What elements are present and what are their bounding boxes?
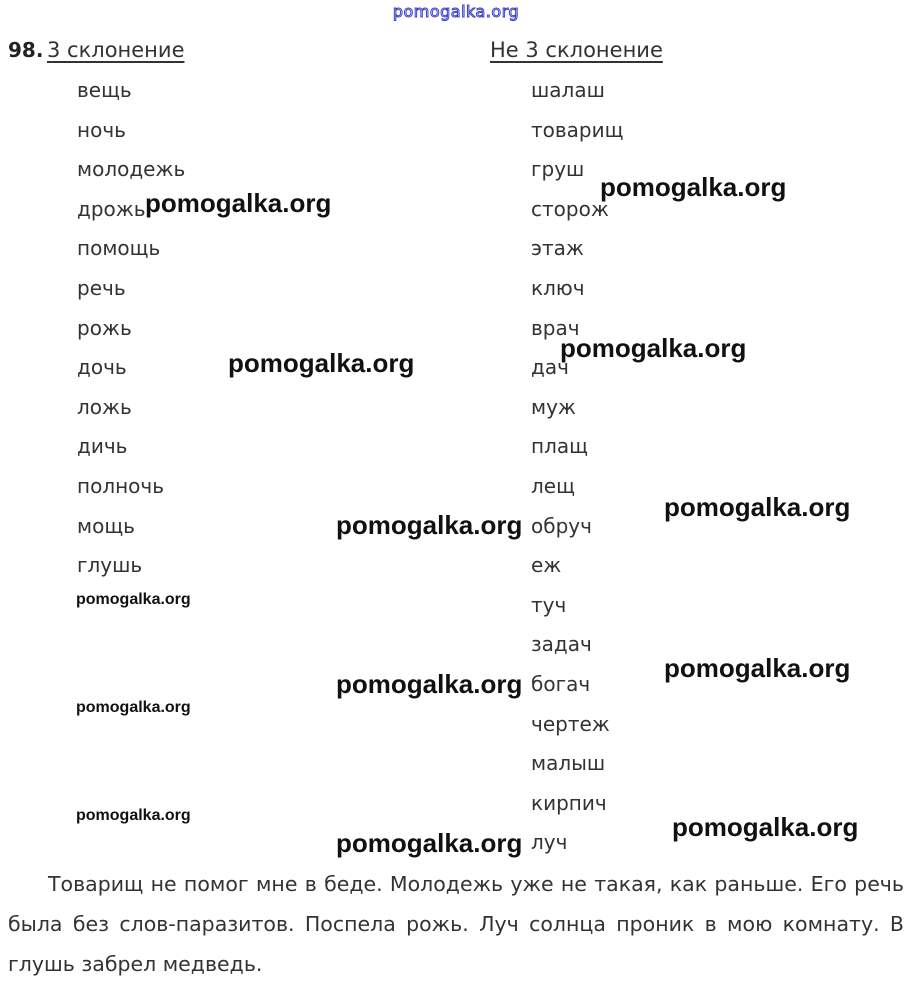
watermark: pomogalka.org bbox=[664, 653, 851, 683]
list-item: ночь bbox=[77, 117, 126, 142]
watermark: pomogalka.org bbox=[672, 812, 859, 842]
list-item: туч bbox=[531, 592, 567, 617]
watermark: pomogalka.org bbox=[228, 348, 415, 378]
list-item: рожь bbox=[77, 315, 132, 340]
list-item: вещь bbox=[77, 78, 132, 102]
column-heading-3rd-declension: 3 склонение bbox=[47, 38, 185, 62]
list-item: молодежь bbox=[77, 157, 186, 182]
list-item: задач bbox=[531, 632, 592, 657]
list-item: чертеж bbox=[531, 711, 610, 736]
list-item: полночь bbox=[77, 473, 165, 498]
watermark: pomogalka.org bbox=[336, 828, 523, 858]
list-item: ключ bbox=[531, 275, 585, 300]
list-item: еж bbox=[531, 553, 562, 578]
list-item: сторож bbox=[531, 196, 609, 221]
list-item: малыш bbox=[531, 751, 606, 776]
list-item: муж bbox=[531, 394, 576, 419]
site-watermark-top: pomogalka.org bbox=[392, 2, 520, 21]
word-list-3rd-declension bbox=[77, 76, 185, 591]
list-item: лещ bbox=[531, 473, 575, 498]
list-item: мощь bbox=[77, 513, 135, 538]
list-item: глушь bbox=[77, 553, 143, 578]
watermark: pomogalka.org bbox=[600, 172, 787, 202]
watermark: pomogalka.org bbox=[336, 669, 523, 699]
list-item: богач bbox=[531, 671, 591, 696]
list-item: обруч bbox=[531, 513, 592, 538]
list-item: речь bbox=[77, 275, 126, 300]
list-item: этаж bbox=[531, 236, 584, 261]
list-item: луч bbox=[531, 830, 568, 855]
watermark-small: pomogalka.org bbox=[76, 807, 191, 824]
list-item: ложь bbox=[77, 394, 132, 419]
exercise-number: 98. bbox=[8, 38, 44, 62]
watermark: pomogalka.org bbox=[336, 510, 523, 540]
list-item: дач bbox=[531, 355, 569, 380]
list-item: плащ bbox=[531, 434, 588, 459]
list-item: груш bbox=[531, 157, 585, 182]
watermark: pomogalka.org bbox=[560, 333, 747, 363]
list-item: товарищ bbox=[531, 117, 624, 142]
list-item: кирпич bbox=[531, 790, 607, 815]
list-item: врач bbox=[531, 315, 580, 340]
list-item: помощь bbox=[77, 236, 161, 261]
answer-paragraph: Товарищ не помог мне в беде. Молодежь уже не такая, как раньше. Его речь была без слов-паразитов. Поспела рожь. Луч солнца проник в мою комнату. В глушь забрел медведь. bbox=[8, 872, 904, 976]
watermark: pomogalka.org bbox=[145, 188, 332, 218]
list-item: дрожь bbox=[77, 196, 146, 221]
watermark-small: pomogalka.org bbox=[76, 699, 191, 716]
list-item: дичь bbox=[77, 434, 128, 459]
column-heading-not-3rd-declension: Не 3 склонение bbox=[490, 38, 663, 62]
watermark: pomogalka.org bbox=[664, 492, 851, 522]
list-item: дочь bbox=[77, 355, 127, 380]
watermark-small: pomogalka.org bbox=[76, 591, 191, 608]
list-item: шалаш bbox=[531, 78, 605, 102]
